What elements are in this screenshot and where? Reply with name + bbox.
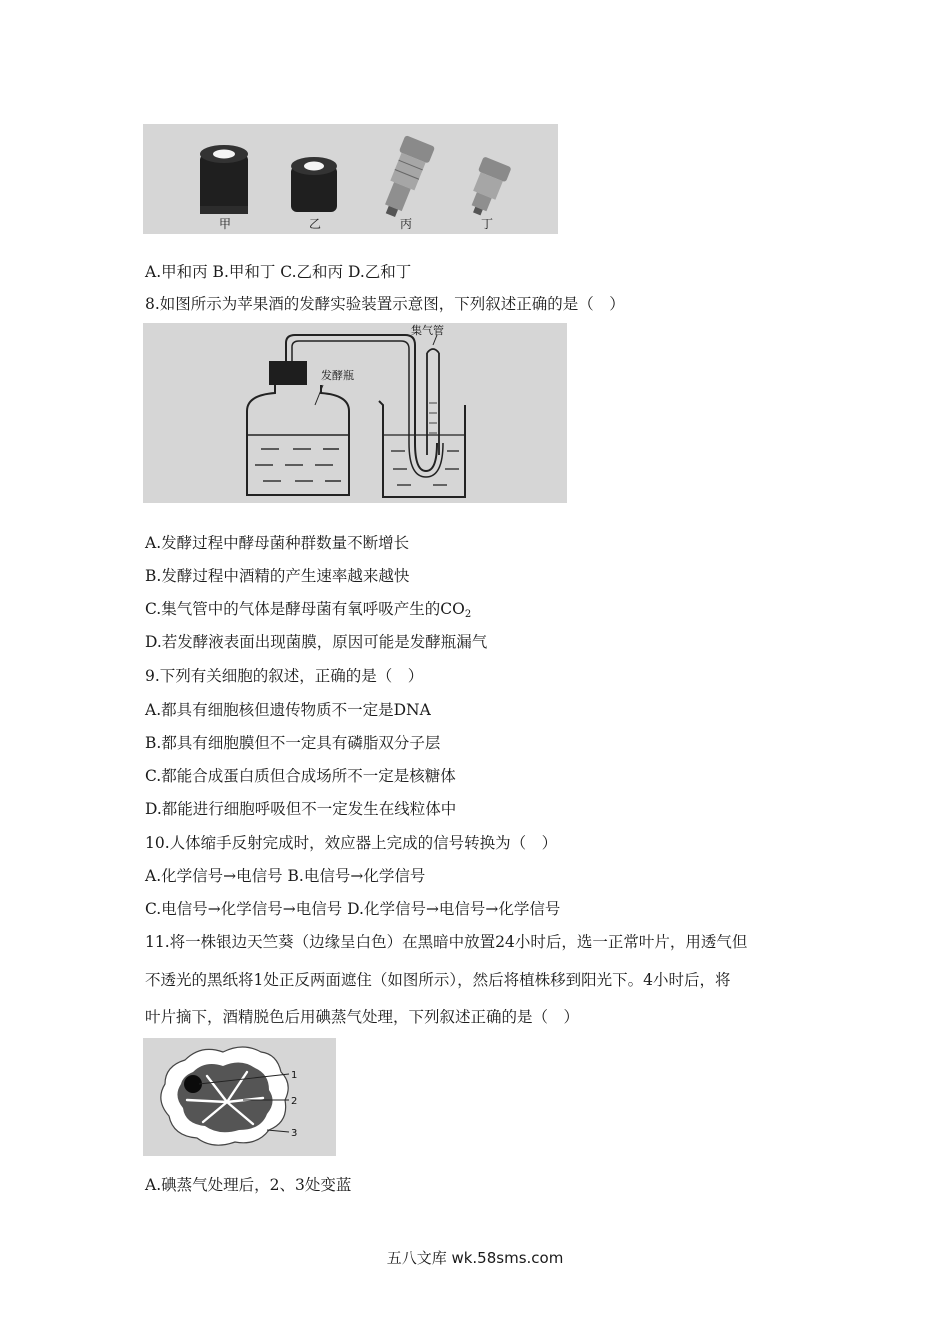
- q8-stem: 8.如图所示为苹果酒的发酵实验装置示意图，下列叙述正确的是（ ）: [145, 295, 625, 313]
- leaf-figure: [143, 1038, 336, 1156]
- lens-label-bing: 丙: [400, 217, 413, 231]
- leaf-label-3: 3: [291, 1128, 298, 1139]
- q9-option-b: B.都具有细胞膜但不一定具有磷脂双分子层: [145, 734, 441, 752]
- tube-label: 集气管: [411, 324, 444, 337]
- bottle-label: 发酵瓶: [321, 369, 354, 382]
- lens-figure: [143, 124, 558, 234]
- q8-option-c-text: C.集气管中的气体是酵母菌有氧呼吸产生的CO: [145, 600, 465, 618]
- page-footer: 五八文库 wk.58sms.com: [386, 1249, 564, 1267]
- q11-stem-line3: 叶片摘下，酒精脱色后用碘蒸气处理，下列叙述正确的是（ ）: [145, 1008, 580, 1026]
- q9-option-d: D.都能进行细胞呼吸但不一定发生在线粒体中: [145, 800, 457, 818]
- q7-options: A.甲和丙 B.甲和丁 C.乙和丙 D.乙和丁: [145, 263, 412, 281]
- leaf-label-1: 1: [291, 1070, 298, 1081]
- q10-options-cd: C.电信号→化学信号→电信号 D.化学信号→电信号→化学信号: [145, 900, 561, 918]
- q10-stem: 10.人体缩手反射完成时，效应器上完成的信号转换为（ ）: [145, 834, 558, 852]
- lens-yi-icon: [291, 157, 337, 212]
- q11-stem-line2: 不透光的黑纸将1处正反两面遮住（如图所示），然后将植株移到阳光下。4小时后，将: [145, 971, 731, 989]
- gas-collection-tube-icon: [427, 349, 439, 455]
- lens-bing-icon: [376, 135, 436, 221]
- q9-option-c: C.都能合成蛋白质但合成场所不一定是核糖体: [145, 767, 456, 785]
- q8-option-a: A.发酵过程中酵母菌种群数量不断增长: [145, 534, 410, 552]
- leaf-label-2: 2: [291, 1096, 298, 1107]
- lens-label-ding: 丁: [481, 217, 494, 231]
- q8-option-c: [145, 599, 471, 625]
- lens-ding-icon: [463, 156, 512, 219]
- fermentation-figure: [143, 323, 567, 503]
- q11-stem-line1: 11.将一株银边天竺葵（边缘呈白色）在黑暗中放置24小时后，选一正常叶片，用透气但: [145, 933, 748, 951]
- q10-options-ab: A.化学信号→电信号 B.电信号→化学信号: [145, 867, 426, 885]
- q8-option-c-subscript: 2: [464, 609, 472, 620]
- lens-jia-icon: [200, 145, 248, 214]
- q9-option-a: A.都具有细胞核但遗传物质不一定是DNA: [145, 701, 431, 719]
- beaker-icon: [379, 401, 465, 497]
- q8-option-b: B.发酵过程中酒精的产生速率越来越快: [145, 567, 410, 585]
- q11-option-a: A.碘蒸气处理后，2、3处变蓝: [145, 1176, 352, 1194]
- q9-stem: 9.下列有关细胞的叙述，正确的是（ ）: [145, 667, 424, 685]
- lens-label-yi: 乙: [309, 217, 322, 231]
- q8-option-d: D.若发酵液表面出现菌膜，原因可能是发酵瓶漏气: [145, 633, 488, 651]
- lens-label-jia: 甲: [219, 217, 232, 231]
